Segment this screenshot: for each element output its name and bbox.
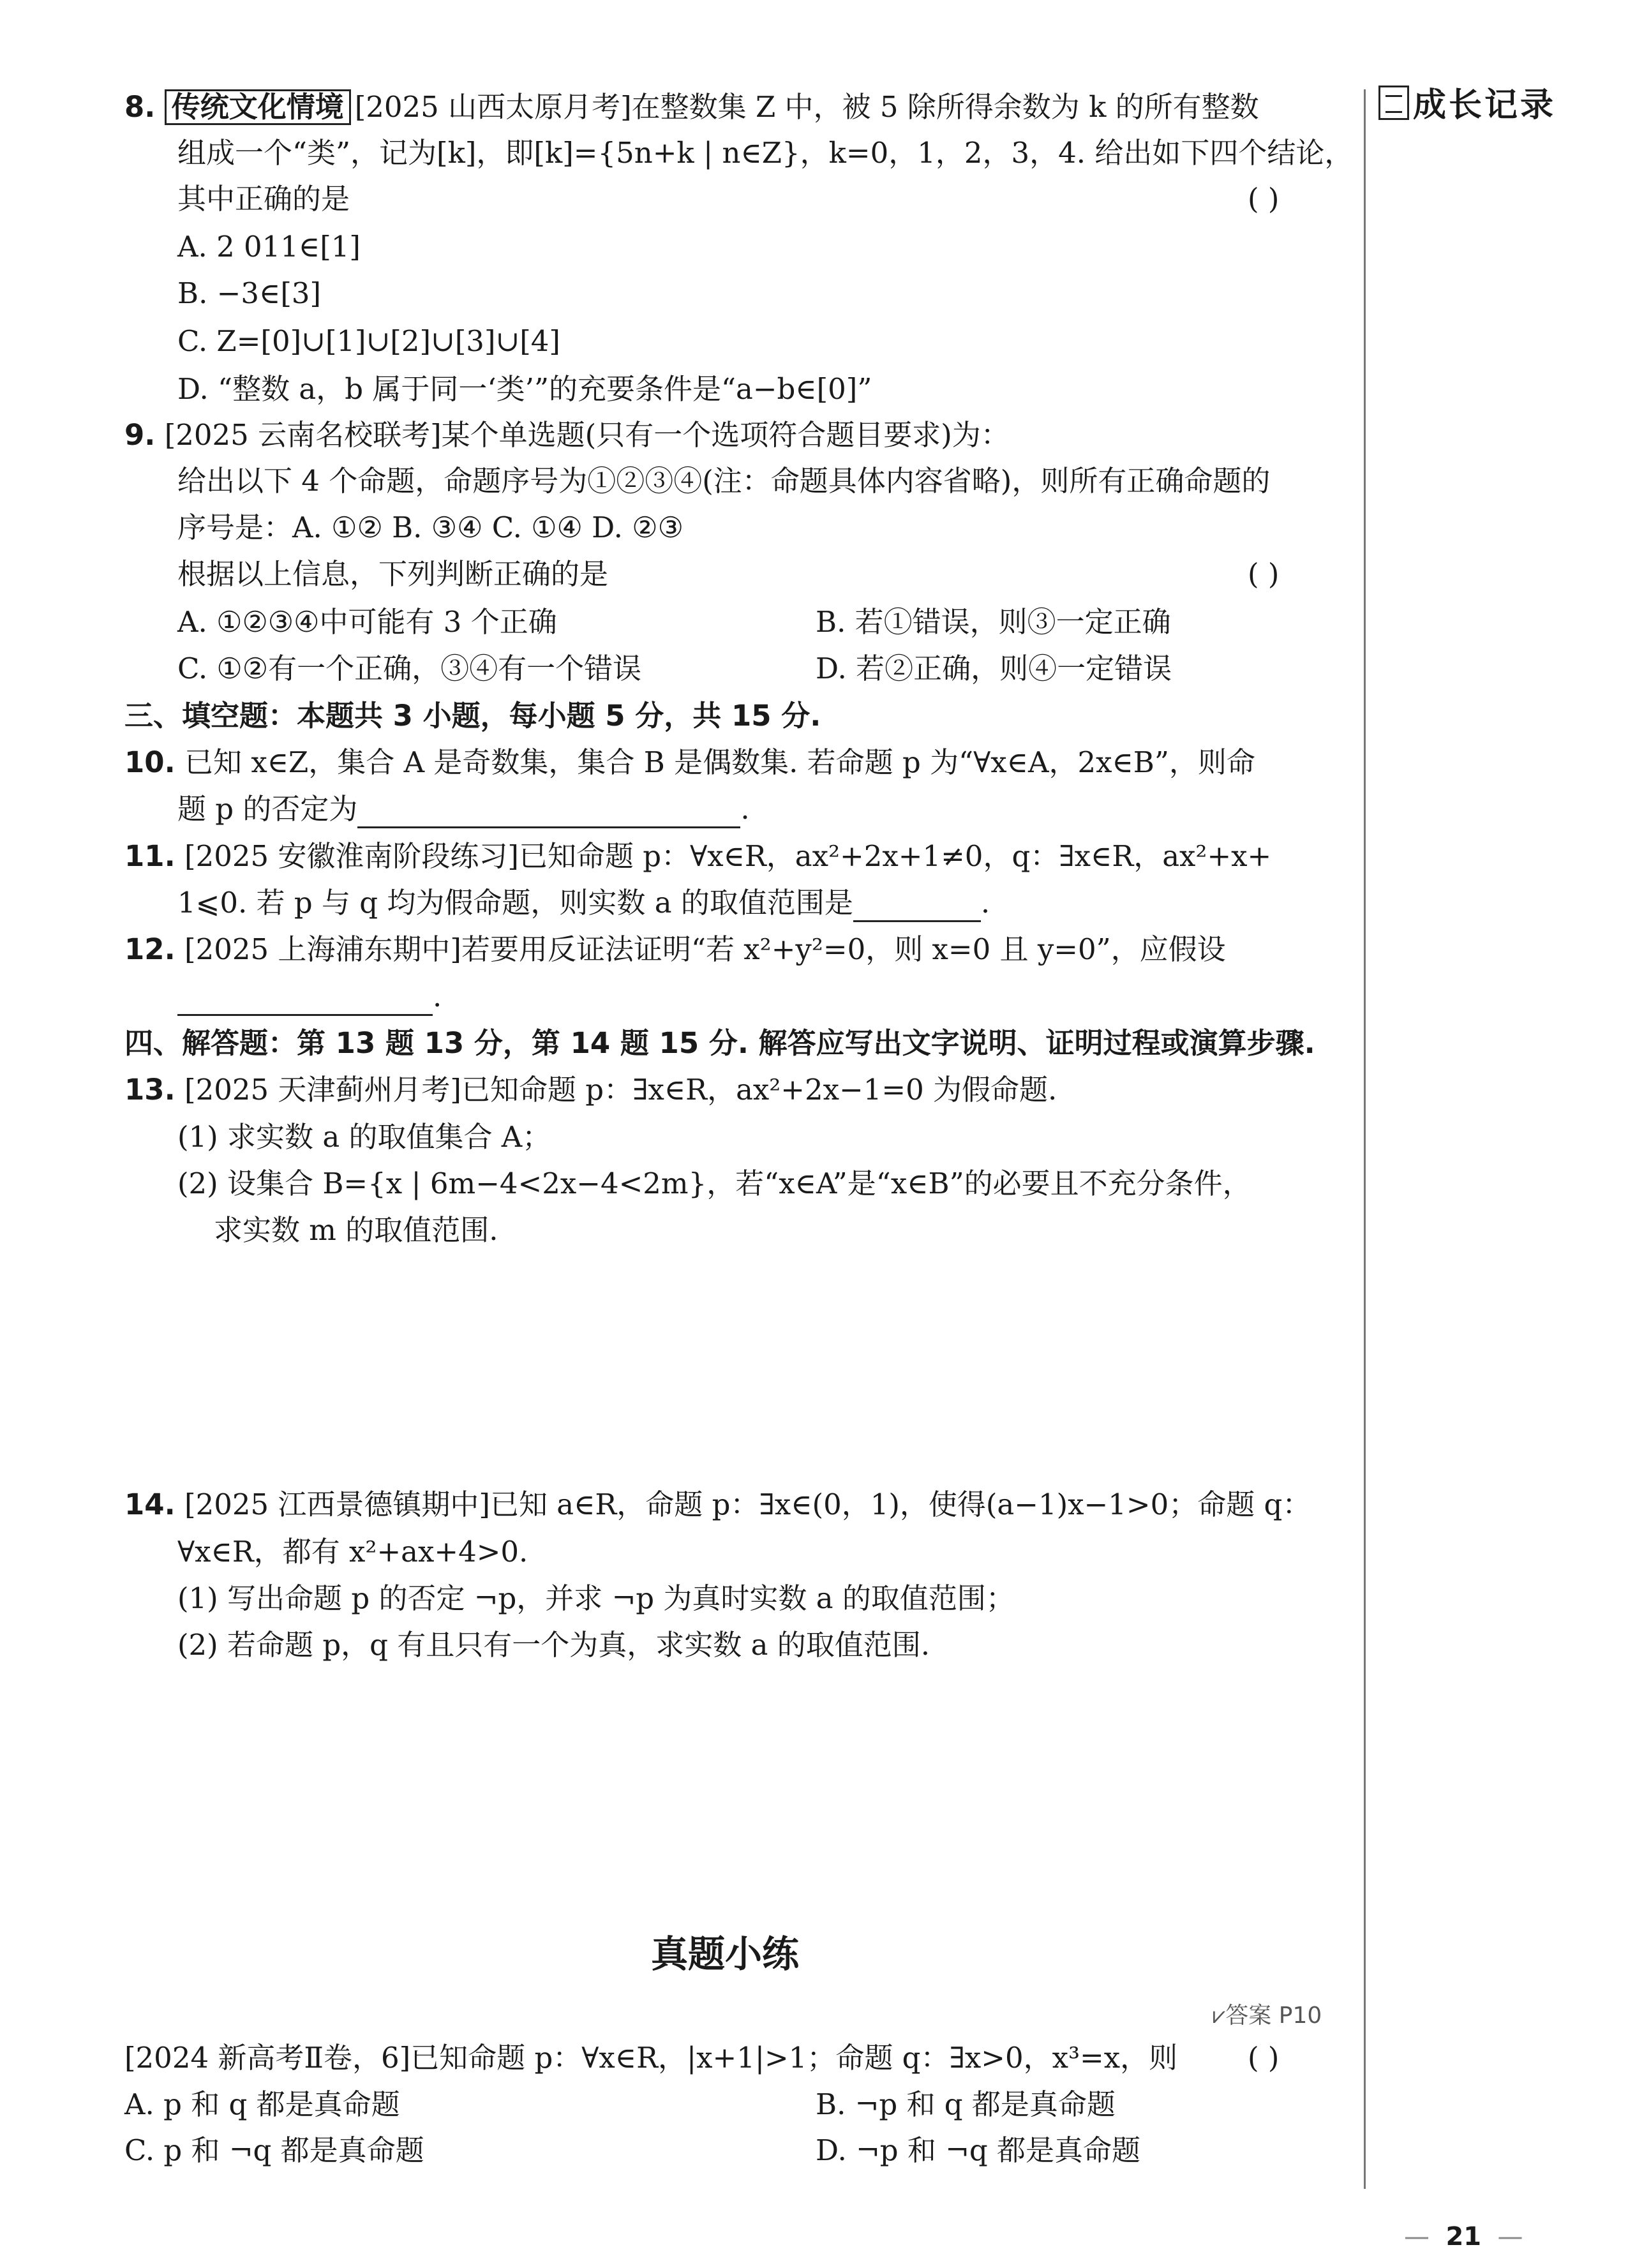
section-fill-in-heading: 三、填空题：本题共 3 小题，每小题 5 分，共 15 分. bbox=[124, 699, 821, 733]
q8-option-c: C. Z=[0]∪[1]∪[2]∪[3]∪[4] bbox=[177, 324, 560, 358]
q11-line2 bbox=[177, 884, 990, 922]
q13-part1: (1) 求实数 a 的取值集合 A； bbox=[177, 1120, 551, 1154]
q13-part2a: (2) 设集合 B={x | 6m−4<2x−4<2m}，若“x∈A”是“x∈B”的必要且不充分条件， bbox=[177, 1167, 1251, 1200]
q14-part2: (2) 若命题 p，q 有且只有一个为真，求实数 a 的取值范围. bbox=[177, 1628, 930, 1662]
q8-line2: 组成一个“类”，记为[k]，即[k]={5n+k | n∈Z}，k=0，1，2，3，4. 给出如下四个结论， bbox=[177, 136, 1354, 170]
answer-reference[interactable]: ⩗答案 P10 bbox=[1213, 2003, 1322, 2029]
q9-line3: 序号是：A. ①② B. ③④ C. ①④ D. ②③ bbox=[177, 511, 683, 544]
q8-text1: [2025 山西太原月考]在整数集 Z 中，被 5 除所得余数为 k 的所有整数 bbox=[354, 90, 1259, 124]
q12-line1 bbox=[124, 930, 1226, 969]
page-number-value: 21 bbox=[1445, 2222, 1482, 2251]
zt-option-b: B. ¬p 和 q 都是真命题 bbox=[816, 2087, 1116, 2121]
zt-question-line: [2024 新高考Ⅱ卷，6]已知命题 p：∀x∈R，|x+1|>1；命题 q：∃x>0，x³=x，则 bbox=[124, 2041, 1178, 2075]
q12-number: 12. bbox=[124, 932, 175, 966]
q12-line2 bbox=[177, 978, 442, 1016]
page-number: — 21 — bbox=[1404, 2222, 1523, 2251]
q11-text1: [2025 安徽淮南阶段练习]已知命题 p：∀x∈R，ax²+2x+1≠0，q：∃x∈R，ax²+x+ bbox=[184, 839, 1272, 873]
zt-answer-paren: ( ) bbox=[1248, 2041, 1280, 2075]
q14-line1 bbox=[124, 1486, 1311, 1524]
q13-number: 13. bbox=[124, 1073, 175, 1107]
growth-record-text: 成长记录 bbox=[1413, 86, 1557, 124]
q10-line1 bbox=[124, 743, 1255, 782]
q14-number: 14. bbox=[124, 1488, 175, 1521]
q9-option-a: A. ①②③④中可能有 3 个正确 bbox=[177, 605, 557, 639]
practice-section-title: 真题小练 bbox=[651, 1932, 800, 1976]
q11-text2: 1⩽0. 若 p 与 q 均为假命题，则实数 a 的取值范围是 bbox=[177, 886, 853, 920]
q11-answer-blank[interactable] bbox=[853, 891, 981, 922]
zt-option-d: D. ¬p 和 ¬q 都是真命题 bbox=[816, 2133, 1141, 2167]
q13-line1 bbox=[124, 1071, 1057, 1109]
q8-option-b: B. −3∈[3] bbox=[177, 276, 322, 310]
q9-answer-paren: ( ) bbox=[1248, 557, 1280, 591]
q12-answer-blank[interactable] bbox=[177, 985, 433, 1016]
q14-part1: (1) 写出命题 p 的否定 ¬p，并求 ¬p 为真时实数 a 的取值范围； bbox=[177, 1581, 1015, 1615]
q8-option-a: A. 2 011∈[1] bbox=[177, 230, 361, 264]
q10-text2: 题 p 的否定为 bbox=[177, 792, 358, 826]
growth-record-label bbox=[1378, 83, 1556, 128]
q11-period: . bbox=[980, 886, 990, 920]
notebook-icon bbox=[1378, 86, 1409, 120]
q9-option-c: C. ①②有一个正确，③④有一个错误 bbox=[177, 652, 642, 685]
q9-line2: 给出以下 4 个命题，命题序号为①②③④(注：命题具体内容省略)，则所有正确命题的 bbox=[177, 464, 1271, 498]
q11-line1 bbox=[124, 837, 1271, 876]
q10-line2 bbox=[177, 790, 750, 828]
q9-number: 9. bbox=[124, 418, 156, 452]
margin-divider bbox=[1364, 89, 1366, 2189]
q10-text1: 已知 x∈Z，集合 A 是奇数集，集合 B 是偶数集. 若命题 p 为“∀x∈A，2x∈B”，则命 bbox=[184, 745, 1255, 779]
q12-period: . bbox=[433, 980, 442, 1013]
q9-option-d: D. 若②正确，则④一定错误 bbox=[816, 652, 1172, 685]
q8-context-tag: 传统文化情境 bbox=[165, 89, 351, 125]
q14-line2: ∀x∈R，都有 x²+ax+4>0. bbox=[177, 1535, 528, 1569]
q11-number: 11. bbox=[124, 839, 175, 873]
q8-answer-paren: ( ) bbox=[1248, 182, 1280, 216]
q14-text1: [2025 江西景德镇期中]已知 a∈R，命题 p：∃x∈(0，1)，使得(a−1)x−1>0；命题 q： bbox=[184, 1488, 1311, 1521]
zt-option-c: C. p 和 ¬q 都是真命题 bbox=[124, 2133, 424, 2167]
q10-number: 10. bbox=[124, 745, 175, 779]
q8-option-d: D. “整数 a，b 属于同一‘类’”的充要条件是“a−b∈[0]” bbox=[177, 372, 872, 406]
q13-part2b: 求实数 m 的取值范围. bbox=[214, 1213, 498, 1247]
q8-line1 bbox=[124, 88, 1259, 126]
q12-text1: [2025 上海浦东期中]若要用反证法证明“若 x²+y²=0，则 x=0 且 y=0”，应假设 bbox=[184, 932, 1226, 966]
q8-line3: 其中正确的是 bbox=[177, 182, 350, 216]
q10-answer-blank[interactable] bbox=[357, 797, 740, 828]
q9-line4: 根据以上信息，下列判断正确的是 bbox=[177, 557, 609, 591]
zt-option-a: A. p 和 q 都是真命题 bbox=[124, 2087, 400, 2121]
q9-text1: [2025 云南名校联考]某个单选题(只有一个选项符合题目要求)为： bbox=[164, 418, 1010, 452]
q13-text1: [2025 天津蓟州月考]已知命题 p：∃x∈R，ax²+2x−1=0 为假命题. bbox=[184, 1073, 1057, 1107]
q9-option-b: B. 若①错误，则③一定正确 bbox=[816, 605, 1171, 639]
q9-line1 bbox=[124, 416, 1010, 454]
section-solution-heading: 四、解答题：第 13 题 13 分，第 14 题 15 分. 解答应写出文字说明、证明过程或演算步骤. bbox=[124, 1026, 1315, 1060]
q8-number: 8. bbox=[124, 90, 156, 124]
q10-period: . bbox=[740, 792, 750, 826]
